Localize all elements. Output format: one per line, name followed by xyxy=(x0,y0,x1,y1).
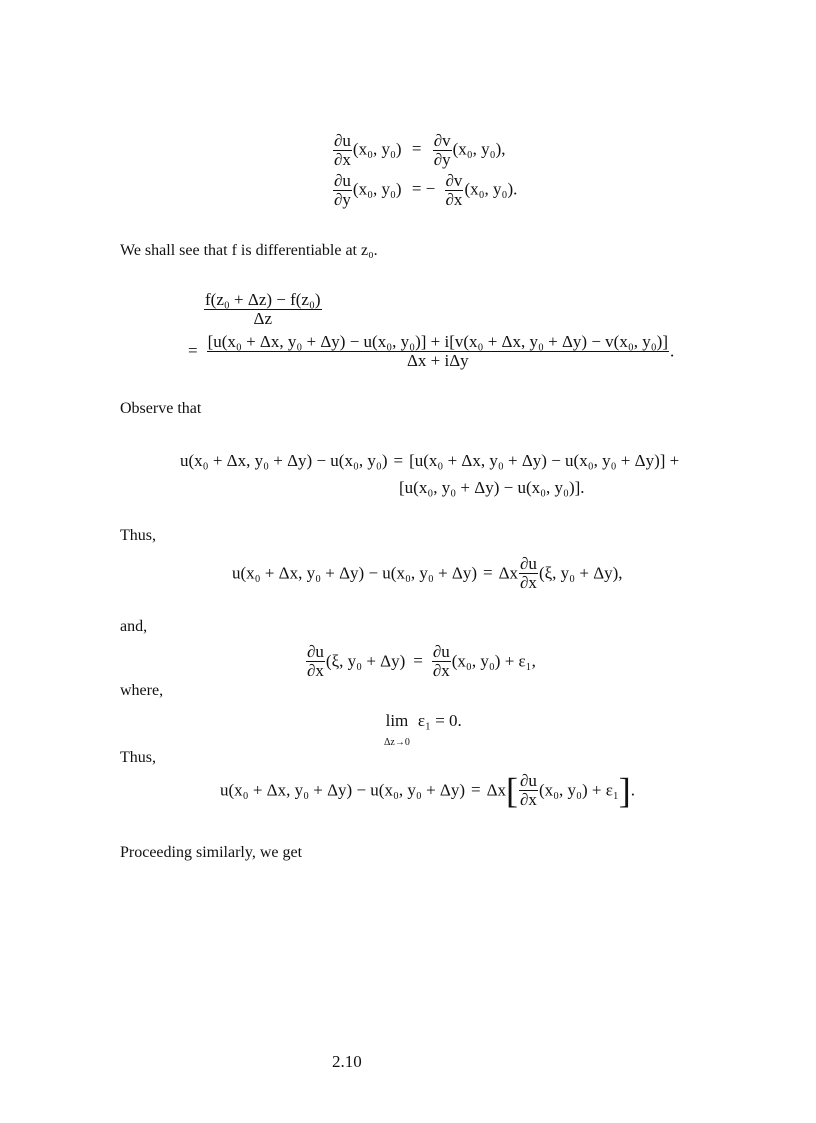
du-dx-fraction xyxy=(519,772,538,809)
du-dy-fraction xyxy=(333,172,352,209)
numerator: ∂u xyxy=(520,554,537,573)
numerator: ∂v xyxy=(445,171,463,190)
df-dz-fraction xyxy=(204,291,322,328)
lim-subscript: Δz→0 xyxy=(384,737,410,748)
equals-sign: = xyxy=(411,139,422,159)
denominator: ∂x xyxy=(334,149,351,169)
period: . xyxy=(630,780,636,800)
argument: (x₀, y₀) + ε₁, xyxy=(451,651,536,671)
split-rhs-line-2: [u(x₀, y₀ + Δy) − u(x₀, y₀)]. xyxy=(399,478,585,497)
result-equation xyxy=(220,772,635,809)
equals-sign: = xyxy=(393,451,404,470)
argument: (ξ, y₀ + Δy), xyxy=(538,563,623,583)
du-dx-fraction-right xyxy=(432,643,451,680)
difference-quotient-expansion xyxy=(188,333,674,370)
numerator: ∂u xyxy=(307,642,324,661)
rhs-line-1: [u(x₀ + Δx, y₀ + Δy) − u(x₀, y₀ + Δy)] + xyxy=(409,451,680,470)
continuity-equation xyxy=(305,643,536,680)
paragraph-and: and, xyxy=(120,618,148,635)
paragraph-observe: Observe that xyxy=(120,400,202,417)
difference-quotient-top xyxy=(203,291,323,328)
cr-equation-2 xyxy=(332,172,517,209)
denominator: ∂x xyxy=(307,660,324,680)
numerator: ∂u xyxy=(334,171,351,190)
limit-equation xyxy=(384,711,462,748)
equals-sign: = xyxy=(483,563,493,583)
denominator: ∂x xyxy=(432,660,450,680)
du-dx-fraction-left xyxy=(306,643,325,680)
numerator: ∂u xyxy=(432,642,450,661)
denominator: Δz xyxy=(204,309,322,328)
du-dx-fraction xyxy=(519,555,538,592)
dv-dx-fraction xyxy=(445,172,464,209)
argument: (ξ, y₀ + Δy) xyxy=(325,651,406,671)
page-number: 2.10 xyxy=(332,1052,362,1071)
denominator: ∂x xyxy=(520,572,537,592)
numerator: ∂u xyxy=(520,771,537,790)
right-bracket: ] xyxy=(618,770,631,811)
du-dx-fraction xyxy=(333,132,352,169)
paragraph-thus-2: Thus, xyxy=(120,749,156,766)
argument: (x₀, y₀) xyxy=(352,179,402,199)
numerator: [u(x₀ + Δx, y₀ + Δy) − u(x₀, y₀)] + i[v(x₀ + Δx, y₀ + Δy) − v(x₀, y₀)] xyxy=(207,332,669,351)
equals-sign: = xyxy=(188,341,198,361)
limit-body: ε₁ = 0. xyxy=(417,711,462,730)
numerator: f(z₀ + Δz) − f(z₀) xyxy=(205,290,321,309)
delta-x: Δx xyxy=(498,563,519,583)
dv-dy-fraction xyxy=(433,132,452,169)
uv-difference-fraction xyxy=(207,333,669,370)
numerator: ∂v xyxy=(433,131,451,150)
equals-sign: = xyxy=(471,780,481,800)
mean-value-equation xyxy=(232,555,623,592)
paragraph-where: where, xyxy=(120,682,164,699)
lim-operator xyxy=(384,711,410,748)
denominator: ∂y xyxy=(334,189,351,209)
numerator: ∂u xyxy=(334,131,351,150)
lhs-expression: u(x₀ + Δx, y₀ + Δy) − u(x₀, y₀) xyxy=(180,451,388,470)
left-bracket: [ xyxy=(506,770,519,811)
argument: (x₀, y₀) xyxy=(352,139,402,159)
denominator: ∂y xyxy=(433,149,451,169)
equals-sign: = xyxy=(413,651,423,671)
paragraph-proceeding: Proceeding similarly, we get xyxy=(120,844,303,861)
split-lhs xyxy=(180,452,679,469)
lhs-expression: u(x₀ + Δx, y₀ + Δy) − u(x₀, y₀ + Δy) xyxy=(232,563,477,583)
equals-minus-sign: = − xyxy=(411,179,436,199)
lhs-expression: u(x₀ + Δx, y₀ + Δy) − u(x₀, y₀ + Δy) xyxy=(220,780,465,800)
cr-equation-1 xyxy=(332,132,506,169)
paragraph-differentiable: We shall see that f is differentiable at z₀. xyxy=(120,242,378,259)
lim-label: lim xyxy=(385,711,409,730)
paragraph-thus-1: Thus, xyxy=(120,527,156,544)
argument: (x₀, y₀) + ε₁ xyxy=(538,780,619,800)
denominator: Δx + iΔy xyxy=(207,351,669,370)
period: . xyxy=(670,341,675,361)
argument: (x₀, y₀), xyxy=(452,139,506,159)
delta-x: Δx xyxy=(486,780,507,800)
denominator: ∂x xyxy=(520,789,537,809)
argument: (x₀, y₀). xyxy=(464,179,518,199)
denominator: ∂x xyxy=(445,189,463,209)
